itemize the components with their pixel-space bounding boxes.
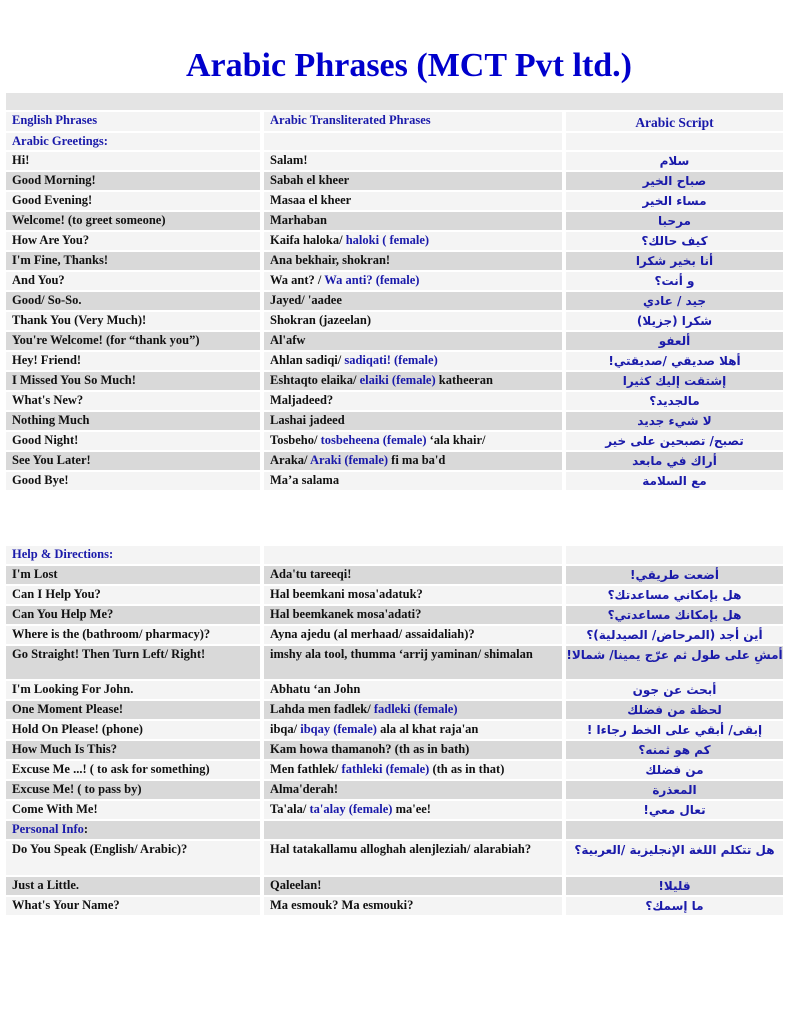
arabic-script: إشتقت إليك كثيرا [566, 372, 783, 390]
transliteration-text: Men fathlek/ [270, 762, 342, 776]
header-row [6, 112, 783, 131]
transliteration: Alma'derah! [264, 781, 562, 799]
empty-cell [264, 821, 562, 839]
transliteration: Qaleelan! [264, 877, 562, 895]
transliteration: Marhaban [264, 212, 562, 230]
english-phrase: Welcome! (to greet someone) [6, 212, 260, 230]
table-row [6, 172, 783, 190]
table-row [6, 721, 783, 739]
section-row [6, 133, 783, 150]
arabic-script: أين أجد (المرحاض/ الصيدلية)؟ [566, 626, 783, 644]
transliteration-suffix: katheeran [435, 373, 493, 387]
section-title-personal [6, 821, 260, 839]
transliteration [264, 232, 562, 250]
arabic-script: شكرا (جزيلا) [566, 312, 783, 330]
transliteration: Ayna ajedu (al merhaad/ assaidaliah)? [264, 626, 562, 644]
transliteration-suffix: (th as in that) [429, 762, 505, 776]
arabic-script: سلام [566, 152, 783, 170]
female-form: ta'alay (female) [309, 802, 393, 816]
table-row [6, 272, 783, 290]
transliteration [264, 721, 562, 739]
table-row [6, 452, 783, 470]
transliteration [264, 761, 562, 779]
english-phrase: Good Night! [6, 432, 260, 450]
table-row [6, 741, 783, 759]
section-title-text: Personal Info [12, 822, 84, 836]
female-form: tosbeheena (female) [320, 433, 427, 447]
english-phrase: Where is the (bathroom/ pharmacy)? [6, 626, 260, 644]
table-row [6, 586, 783, 604]
transliteration: imshy ala tool, thumma ‘arrij yaminan/ shimalan [264, 646, 562, 679]
arabic-script: المعذرة [566, 781, 783, 799]
transliteration-text: ibqa/ [270, 722, 301, 736]
female-form: sadiqati! (female) [344, 353, 438, 367]
section-row [6, 546, 783, 564]
transliteration: Ma’a salama [264, 472, 562, 490]
english-phrase: Good/ So-So. [6, 292, 260, 310]
table-row [6, 252, 783, 270]
transliteration: Jayed/ 'aadee [264, 292, 562, 310]
english-phrase: One Moment Please! [6, 701, 260, 719]
empty-cell [264, 133, 562, 150]
english-phrase: Can I Help You? [6, 586, 260, 604]
transliteration-text: Tosbeho/ [270, 433, 321, 447]
transliteration-text: Kaifa haloka/ [270, 233, 346, 247]
transliteration [264, 801, 562, 819]
arabic-script: لا شيء جديد [566, 412, 783, 430]
transliteration [264, 701, 562, 719]
empty-cell [264, 546, 562, 564]
arabic-script: هل بإمكانك مساعدتي؟ [566, 606, 783, 624]
transliteration: Lashai jadeed [264, 412, 562, 430]
english-phrase: I'm Lost [6, 566, 260, 584]
arabic-script: مالجديد؟ [566, 392, 783, 410]
english-phrase: I'm Looking For John. [6, 681, 260, 699]
table-row [6, 312, 783, 330]
page-title: Arabic Phrases (MCT Pvt ltd.) [185, 47, 633, 84]
female-form: fathleki (female) [341, 762, 430, 776]
transliteration: Hal beemkani mosa'adatuk? [264, 586, 562, 604]
table-row [6, 606, 783, 624]
arabic-script: مع السلامة [566, 472, 783, 490]
arabic-script: أبحث عن جون [566, 681, 783, 699]
arabic-script: تصبح/ تصبحين على خير [566, 432, 783, 450]
arabic-script: أهلا صديقي /صديقتي! [566, 352, 783, 370]
english-phrase: Do You Speak (English/ Arabic)? [6, 841, 260, 875]
transliteration: Ana bekhair, shokran! [264, 252, 562, 270]
arabic-script: و أنت؟ [566, 272, 783, 290]
table-row [6, 626, 783, 644]
empty-cell [566, 546, 783, 564]
arabic-script: أضعت طريقي! [566, 566, 783, 584]
table-row [6, 352, 783, 370]
arabic-script: جيد / عادي [566, 292, 783, 310]
top-bar [6, 93, 783, 110]
transliteration-text: Eshtaqto elaika/ [270, 373, 360, 387]
english-phrase: Good Morning! [6, 172, 260, 190]
transliteration: Maljadeed? [264, 392, 562, 410]
table-row [6, 877, 783, 895]
table-row [6, 292, 783, 310]
english-phrase: How Much Is This? [6, 741, 260, 759]
help-table [6, 546, 783, 917]
header-arabic: Arabic Script [566, 112, 783, 131]
transliteration-suffix: ma'ee! [392, 802, 431, 816]
table-row [6, 212, 783, 230]
arabic-script: إبقى/ أبقي على الخط رجاءا ! [566, 721, 783, 739]
arabic-script: ألعفو [566, 332, 783, 350]
table-row [6, 392, 783, 410]
table-row [6, 152, 783, 170]
table-row [6, 192, 783, 210]
arabic-script: ما إسمك؟ [566, 897, 783, 915]
transliteration: Hal tatakallamu alloghah alenjleziah/ alarabiah? [264, 841, 562, 875]
table-row [6, 232, 783, 250]
female-form: haloki ( female) [345, 233, 430, 247]
section-title-help: Help & Directions: [6, 546, 260, 564]
female-form: elaiki (female) [359, 373, 436, 387]
table-row [6, 781, 783, 799]
english-phrase: Just a Little. [6, 877, 260, 895]
english-phrase: Excuse Me ...! ( to ask for something) [6, 761, 260, 779]
english-phrase: Excuse Me! ( to pass by) [6, 781, 260, 799]
table-row [6, 841, 783, 875]
transliteration: Shokran (jazeelan) [264, 312, 562, 330]
transliteration: Hal beemkanek mosa'adati? [264, 606, 562, 624]
english-phrase: Good Evening! [6, 192, 260, 210]
table-row [6, 412, 783, 430]
arabic-script: أراك في مابعد [566, 452, 783, 470]
arabic-script: أنا بخير شكرا [566, 252, 783, 270]
transliteration: Al'afw [264, 332, 562, 350]
greetings-table [6, 112, 783, 492]
english-phrase: Hi! [6, 152, 260, 170]
transliteration [264, 352, 562, 370]
transliteration: Kam howa thamanoh? (th as in bath) [264, 741, 562, 759]
arabic-script: مساء الخير [566, 192, 783, 210]
female-form: ibqay (female) [300, 722, 377, 736]
transliteration-text: Ta'ala/ [270, 802, 310, 816]
arabic-script: من فضلك [566, 761, 783, 779]
english-phrase: Nothing Much [6, 412, 260, 430]
arabic-script: تعال معي! [566, 801, 783, 819]
english-phrase: See You Later! [6, 452, 260, 470]
transliteration: Masaa el kheer [264, 192, 562, 210]
header-english: English Phrases [6, 112, 260, 131]
table-row [6, 897, 783, 915]
table-row [6, 372, 783, 390]
table-row [6, 332, 783, 350]
transliteration: Sabah el kheer [264, 172, 562, 190]
english-phrase: Go Straight! Then Turn Left/ Right! [6, 646, 260, 679]
transliteration-text: Ahlan sadiqi/ [270, 353, 345, 367]
empty-cell [566, 133, 783, 150]
table-row [6, 681, 783, 699]
transliteration-suffix: ala al khat raja'an [376, 722, 479, 736]
table-row [6, 701, 783, 719]
english-phrase: What's New? [6, 392, 260, 410]
arabic-script: كم هو ثمنه؟ [566, 741, 783, 759]
table-row [6, 761, 783, 779]
transliteration [264, 272, 562, 290]
transliteration: Salam! [264, 152, 562, 170]
english-phrase: Can You Help Me? [6, 606, 260, 624]
transliteration-suffix: fi ma ba'd [388, 453, 446, 467]
english-phrase: Come With Me! [6, 801, 260, 819]
transliteration-text: Lahda men fadlek/ [270, 702, 374, 716]
table-row [6, 801, 783, 819]
arabic-script: صباح الخير [566, 172, 783, 190]
english-phrase: And You? [6, 272, 260, 290]
table-row [6, 646, 783, 679]
transliteration [264, 372, 562, 390]
english-phrase: Thank You (Very Much)! [6, 312, 260, 330]
female-form: Araki (female) [309, 453, 389, 467]
arabic-script: قليلا! [566, 877, 783, 895]
female-form: Wa anti? (female) [324, 273, 420, 287]
female-form: fadleki (female) [373, 702, 458, 716]
empty-cell [566, 821, 783, 839]
transliteration-text: Araka/ [270, 453, 310, 467]
english-phrase: What's Your Name? [6, 897, 260, 915]
header-transliterated: Arabic Transliterated Phrases [264, 112, 562, 131]
english-phrase: Hold On Please! (phone) [6, 721, 260, 739]
transliteration-text: Wa ant? / [270, 273, 325, 287]
transliteration: Abhatu ‘an John [264, 681, 562, 699]
arabic-script: لحظة من فضلك [566, 701, 783, 719]
arabic-script: هل تتكلم اللغة الإنجليزية /العربية؟ [566, 841, 783, 875]
english-phrase: How Are You? [6, 232, 260, 250]
english-phrase: Hey! Friend! [6, 352, 260, 370]
transliteration-suffix: ‘ala khair/ [426, 433, 486, 447]
table-row [6, 432, 783, 450]
section-row [6, 821, 783, 839]
transliteration [264, 432, 562, 450]
english-phrase: You're Welcome! (for “thank you”) [6, 332, 260, 350]
transliteration: Ma esmouk? Ma esmouki? [264, 897, 562, 915]
arabic-script: مرحبا [566, 212, 783, 230]
arabic-script: كيف حالك؟ [566, 232, 783, 250]
table-row [6, 472, 783, 490]
table-row [6, 566, 783, 584]
english-phrase: Good Bye! [6, 472, 260, 490]
section-title-greetings: Arabic Greetings: [6, 133, 260, 150]
english-phrase: I Missed You So Much! [6, 372, 260, 390]
arabic-script: هل بإمكاني مساعدتك؟ [566, 586, 783, 604]
transliteration [264, 452, 562, 470]
english-phrase: I'm Fine, Thanks! [6, 252, 260, 270]
arabic-script: أمشِ على طول ثم عرّج يمينا/ شمالا! [566, 646, 783, 679]
section-title-colon: : [83, 822, 89, 836]
transliteration: Ada'tu tareeqi! [264, 566, 562, 584]
